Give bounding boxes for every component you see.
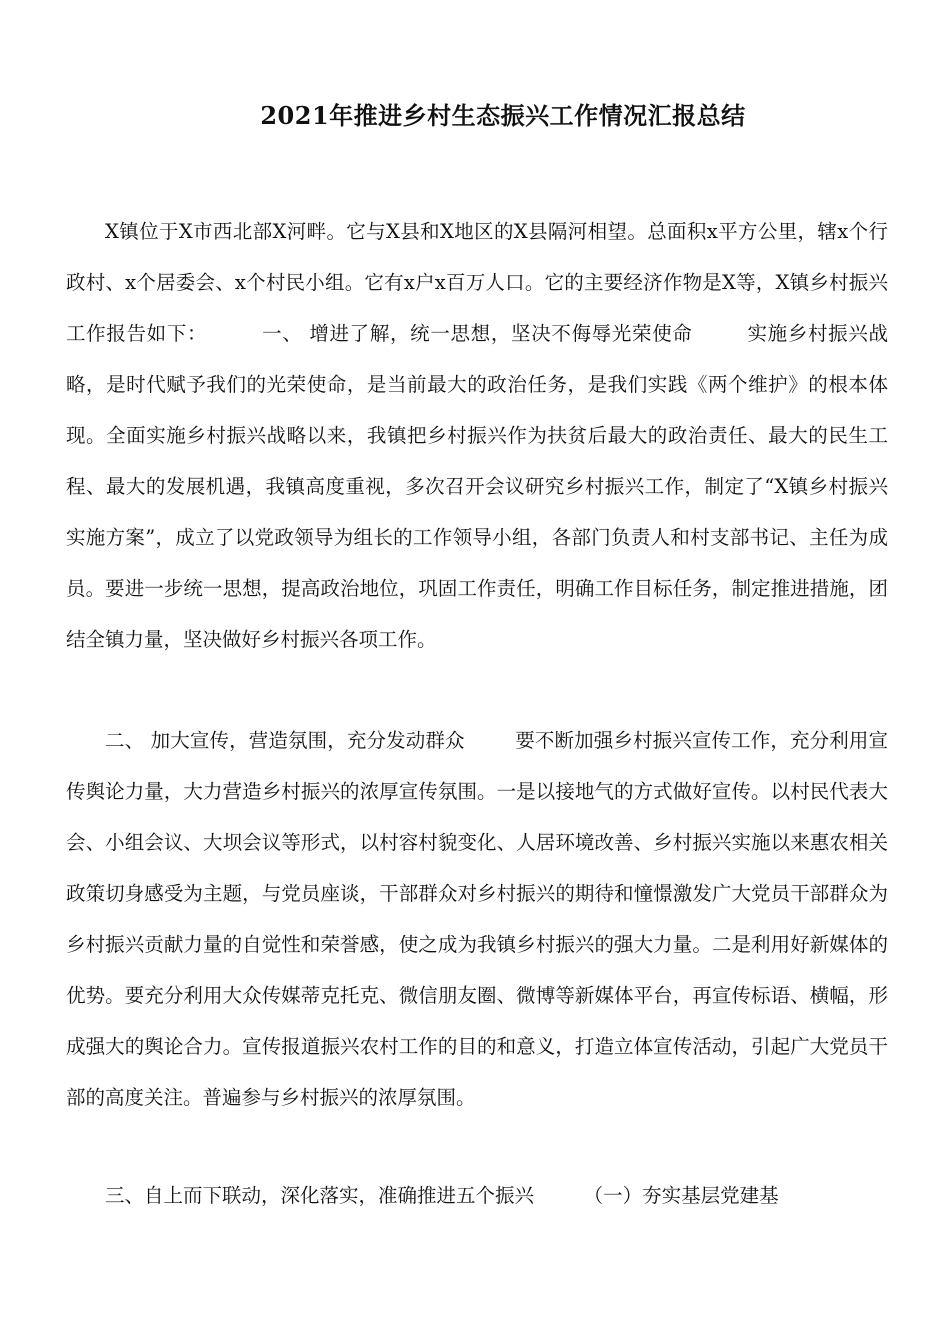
paragraph-1: X镇位于X市西北部X河畔。它与X县和X地区的X县隔河相望。总面积x平方公里，辖x个行政村、x个居委会、x个村民小组。它有x户x百万人口。它的主要经济作物是X等，X镇乡村振兴工作报告如下： 一、 增进了解，统一思想，坚决不侮辱光荣使命 实施乡村振兴战略，是时代赋予我们的光荣使命，是当前最大的政治任务，是我们实践《两个维护》的根本体现。全面实施乡村振兴战略以来，我镇把乡村振兴作为扶贫后最大的政治责任、最大的民生工程、最大的发展机遇，我镇高度重视，多次召开会议研究乡村振兴工作，制定了“X镇乡村振兴实施方案”，成立了以党政领导为组长的工作领导小组，各部门负责人和村支部书记、主任为成员。要进一步统一思想，提高政治地位，巩固工作责任，明确工作目标任务，制定推进措施，团结全镇力量，坚决做好乡村振兴各项工作。	[66, 220, 888, 651]
paragraph-3: 三、自上而下联动，深化落实，准确推进五个振兴 （一）夯实基层党建基	[105, 1184, 779, 1207]
paragraph-2: 二、 加大宣传，营造氛围，充分发动群众 要不断加强乡村振兴宣传工作，充分利用宣传舆论力量，大力营造乡村振兴的浓厚宣传氛围。一是以接地气的方式做好宣传。以村民代表大会、小组会议、大坝会议等形式，以村容村貌变化、人居环境改善、乡村振兴实施以来惠农相关政策切身感受为主题，与党员座谈，干部群众对乡村振兴的期待和憧憬激发广大党员干部群众为乡村振兴贡献力量的自觉性和荣誉感，使之成为我镇乡村振兴的强大力量。二是利用好新媒体的优势。要充分利用大众传媒蒂克托克、微信朋友圈、微博等新媒体平台，再宣传标语、横幅，形成强大的舆论合力。宣传报道振兴农村工作的目的和意义，打造立体宣传活动，引起广大党员干部的高度关注。普遍参与乡村振兴的浓厚氛围。	[66, 729, 888, 1109]
document-title: 2021年推进乡村生态振兴工作情况汇报总结	[260, 101, 746, 130]
